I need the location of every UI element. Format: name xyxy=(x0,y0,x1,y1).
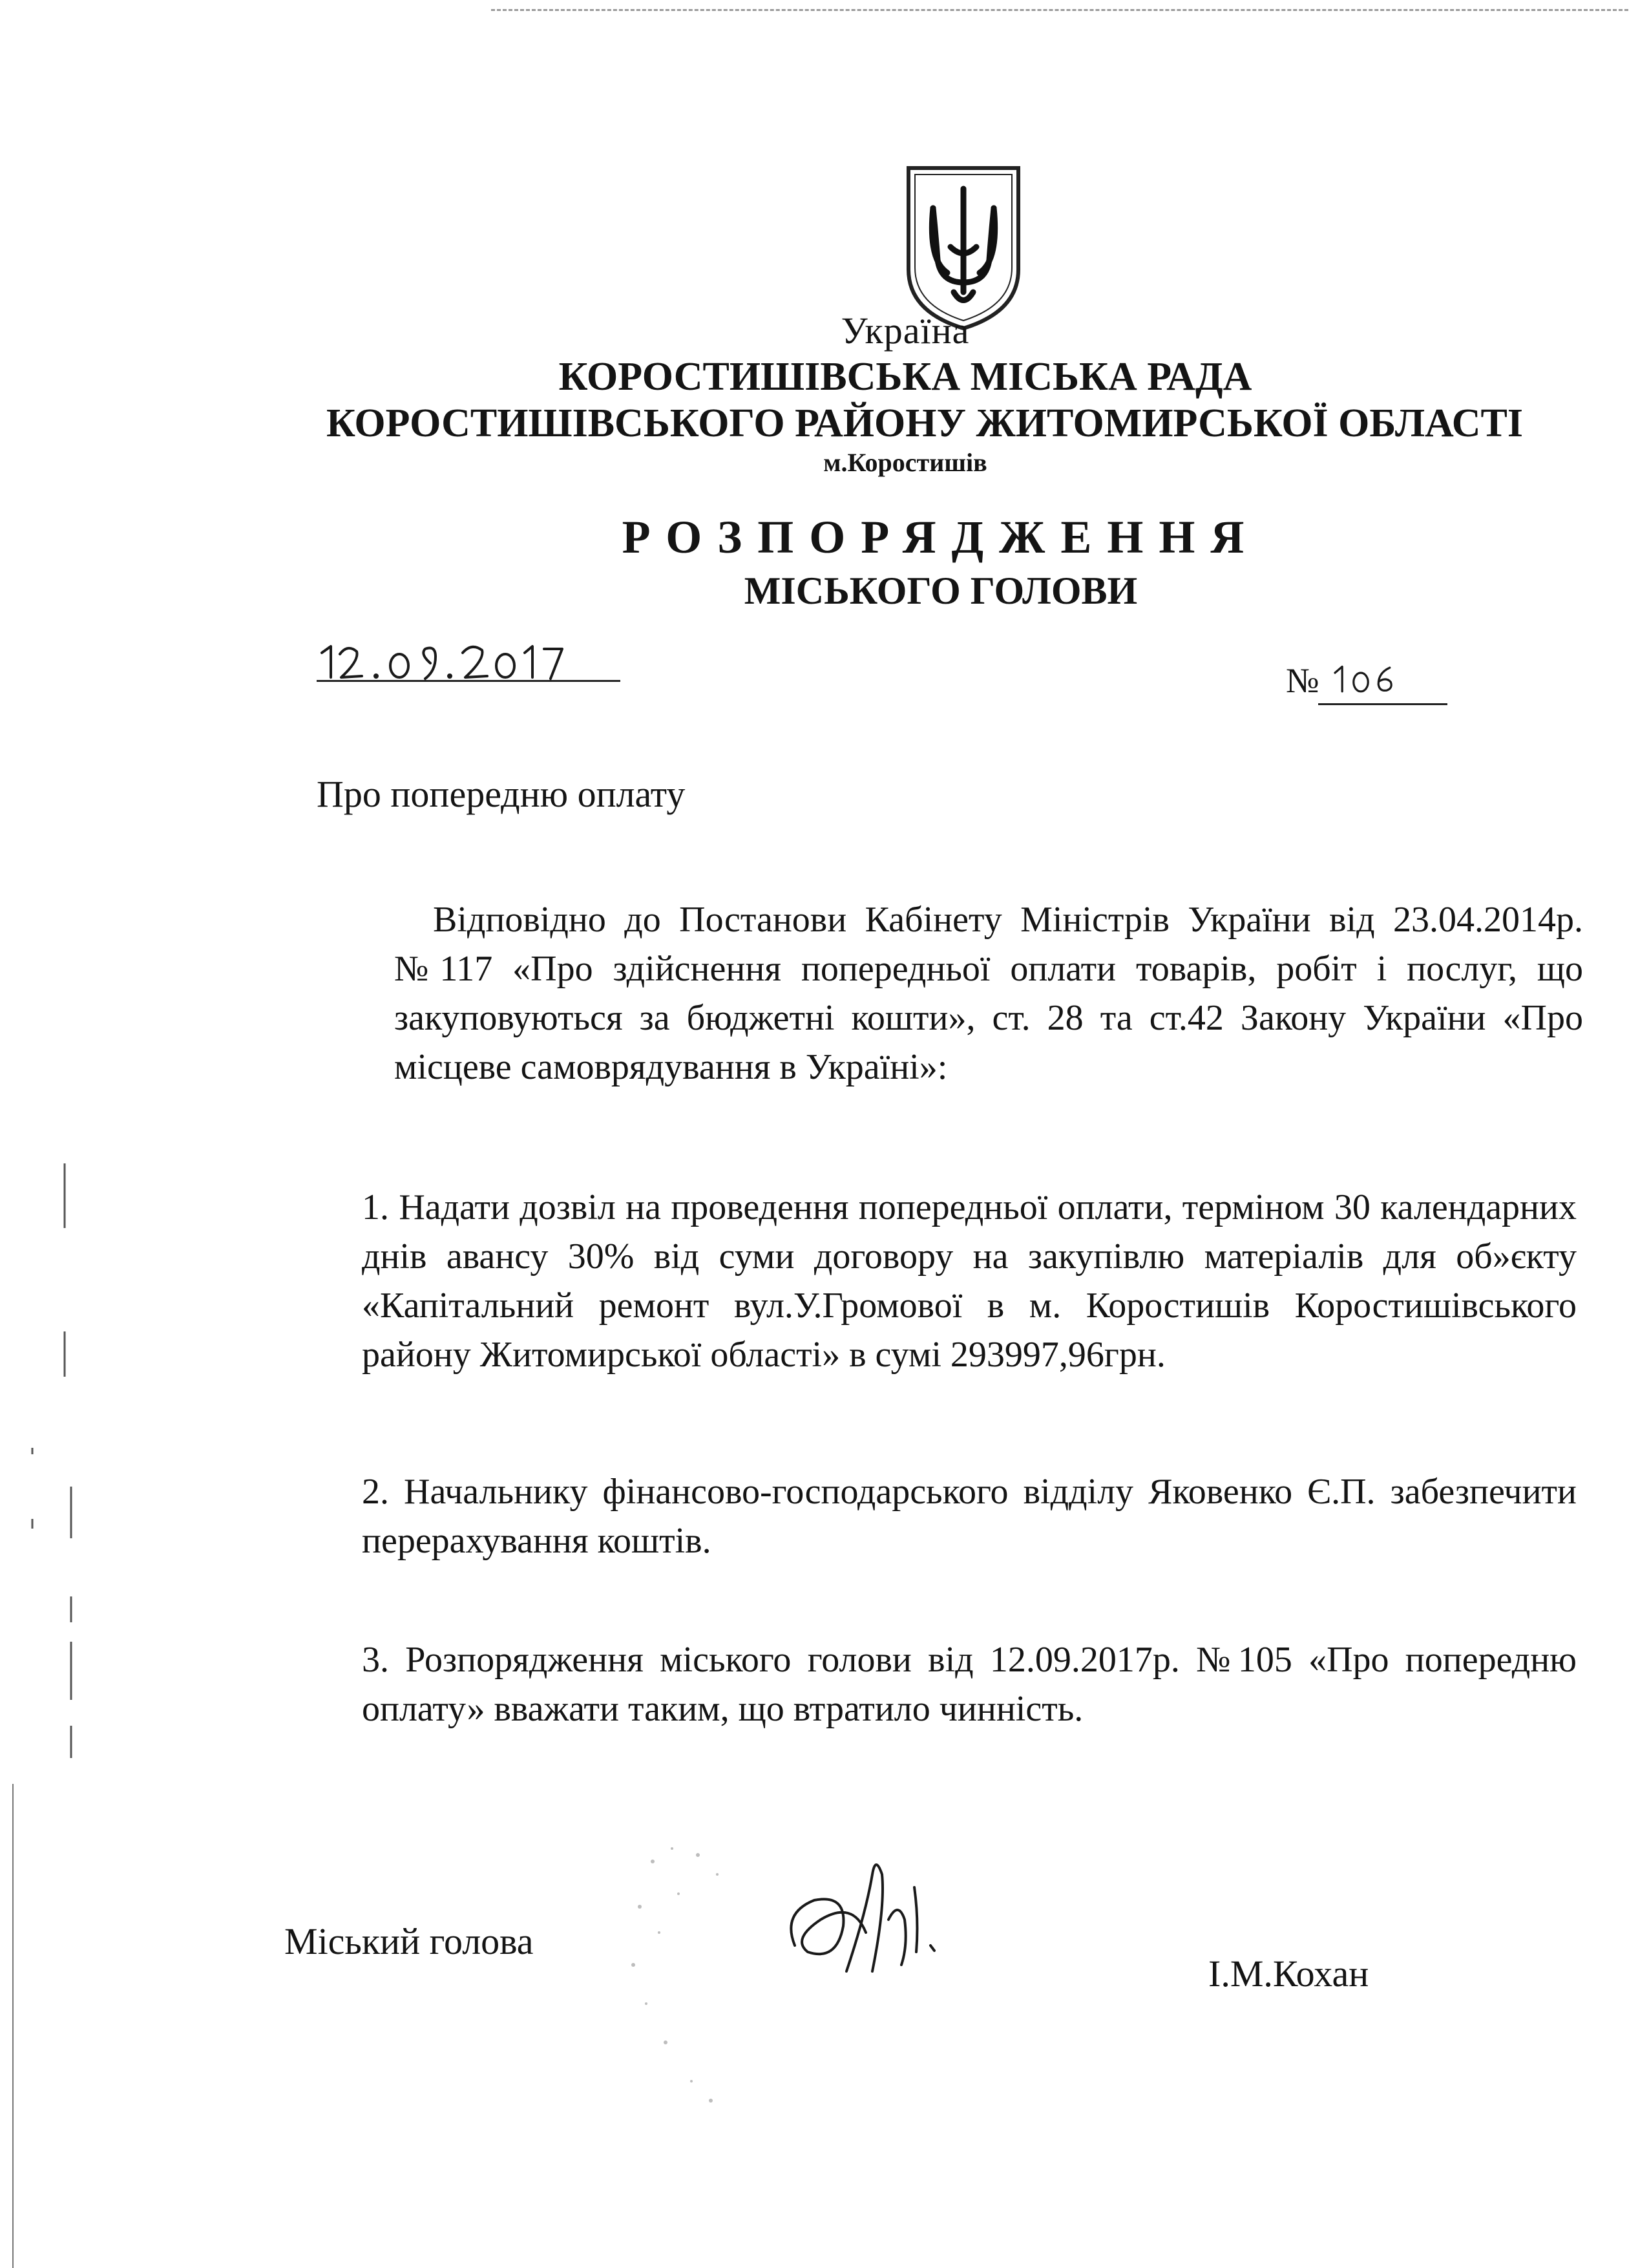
scan-artifact-margin-marks xyxy=(0,776,103,2268)
district-name: КОРОСТИШІВСЬКОГО РАЙОНУ ЖИТОМИРСЬКОЇ ОБЛАСТІ xyxy=(326,401,1523,445)
handwritten-date xyxy=(317,640,620,685)
number-underline xyxy=(1318,703,1447,705)
tryzub-coat-of-arms-icon xyxy=(902,163,1025,332)
list-item: 2. Начальнику фінансово-господарського відділу Яковенко Є.П. забезпечити перерахування коштів. xyxy=(362,1472,1577,1561)
document-subtype: МІСЬКОГО ГОЛОВИ xyxy=(744,569,1138,612)
list-item: 3. Розпорядження міського голови від 12.09.2017р. №105 «Про попередню оплату» вважати таким, що втратило чинність. xyxy=(362,1640,1577,1729)
scan-artifact-top-line xyxy=(491,9,1628,11)
document-type: РОЗПОРЯДЖЕННЯ xyxy=(622,511,1260,563)
intro-paragraph: Відповідно до Постанови Кабінету Міністрів України від 23.04.2014р. №117 «Про здійснення попередньої оплати товарів, робіт і послуг, що закуповуються за бюджетні кошти», ст. 28 та ст.42 Закону України «Про місцеве самоврядування в Україні»: xyxy=(394,900,1583,1087)
council-name: КОРОСТИШІВСЬКА МІСЬКА РАДА xyxy=(558,355,1252,399)
faint-stamp-marks xyxy=(614,1836,775,2126)
signatory-name: І.М.Кохан xyxy=(1208,1953,1369,1995)
handwritten-number xyxy=(1325,653,1454,698)
country-name: Україна xyxy=(841,310,970,352)
number-sign: № xyxy=(1286,661,1319,700)
date-underline xyxy=(317,680,620,682)
document-subject: Про попередню оплату xyxy=(317,773,686,815)
list-item: 1. Надати дозвіл на проведення попередньої оплати, терміном 30 календарних днів авансу 30% від суми договору на закупівлю матеріалів для об»єкту «Капітальний ремонт вул.У.Громової в м. Коростишів Коростишівського району Житомирської області» в сумі 293997,96грн. xyxy=(362,1187,1577,1375)
town-name: м.Коростишів xyxy=(823,448,987,477)
signatory-title: Міський голова xyxy=(284,1920,534,1962)
handwritten-signature xyxy=(775,1849,989,1991)
